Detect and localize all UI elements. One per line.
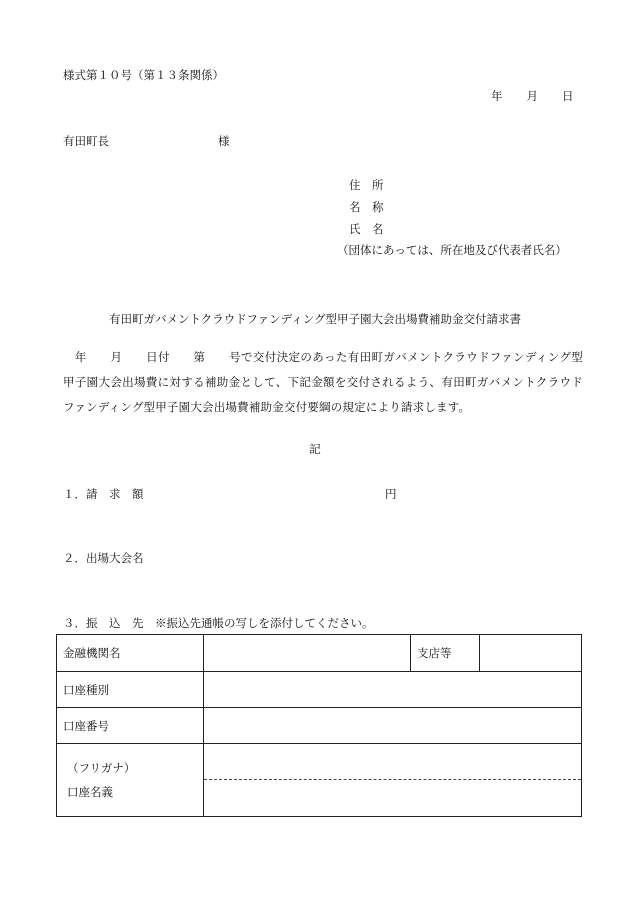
- bank-name-label: 金融機関名: [57, 635, 204, 672]
- amount-unit: 円: [385, 487, 397, 501]
- account-holder-name-field[interactable]: [204, 780, 581, 816]
- account-holder-label: 口座名義: [67, 785, 113, 799]
- account-holder-label-cell: [57, 744, 204, 817]
- form-number: 様式第１０号（第１３条関係）: [63, 68, 224, 82]
- furigana-label: （フリガナ）: [67, 761, 136, 775]
- table-row: [57, 672, 582, 708]
- table-row: [57, 708, 582, 744]
- table-row: [57, 635, 582, 672]
- request-body-text: 年 月 日付 第 号で交付決定のあった有田町ガバメントクラウドファンディング型甲子園大会出場費に対する補助金として、下記金額を交付されるよう、有田町ガバメントクラウドファンディング型甲子園大会出場費補助金交付要綱の規定により請求します。: [63, 350, 583, 414]
- applicant-person-label: 氏 名: [349, 222, 384, 236]
- bank-name-field[interactable]: [204, 635, 411, 672]
- furigana-field[interactable]: [204, 744, 581, 780]
- applicant-address-label: 住 所: [349, 178, 384, 192]
- amount-label: １．請 求 額: [63, 487, 144, 501]
- date-line: [491, 88, 574, 104]
- applicant-note: （団体にあっては、所在地及び代表者氏名）: [337, 243, 567, 257]
- tournament-label: ２．出場大会名: [63, 551, 144, 565]
- account-number-field[interactable]: [204, 708, 582, 744]
- date-day-label: 日: [562, 89, 574, 103]
- account-number-label: 口座番号: [57, 708, 204, 744]
- account-holder-field[interactable]: [204, 744, 582, 817]
- transfer-label: ３．振 込 先 ※振込先通帳の写しを添付してください。: [63, 616, 374, 630]
- branch-label: 支店等: [411, 635, 480, 672]
- addressee-honorific: 様: [218, 134, 230, 148]
- date-month-label: 月: [526, 89, 538, 103]
- branch-field[interactable]: [480, 635, 582, 672]
- ki-heading: 記: [309, 442, 321, 456]
- account-type-label: 口座種別: [57, 672, 204, 708]
- date-year-label: 年: [491, 89, 503, 103]
- account-type-field[interactable]: [204, 672, 582, 708]
- document-title: 有田町ガバメントクラウドファンディング型甲子園大会出場費補助金交付請求書: [108, 312, 522, 326]
- applicant-name-label: 名 称: [349, 200, 384, 214]
- addressee-name: 有田町長: [63, 134, 109, 148]
- table-row: [57, 744, 582, 817]
- bank-table: [56, 634, 582, 817]
